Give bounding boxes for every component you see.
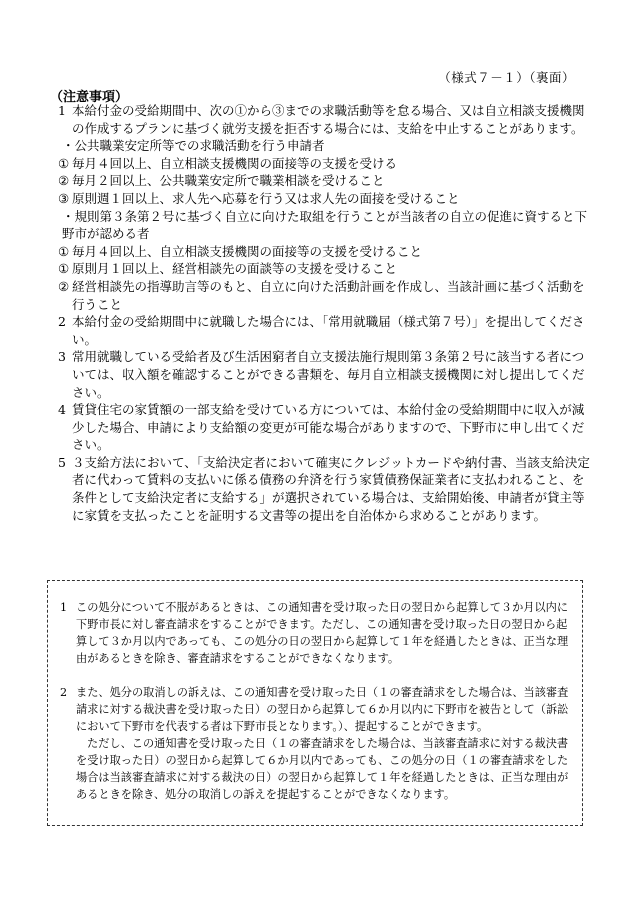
category-heading: ・公共職業安定所等での求職活動を行う申請者 <box>62 138 325 154</box>
note-text: 本給付金の受給期間中に就職した場合には、「常用就職届（様式第７号）」を提出してください。 <box>72 314 585 347</box>
condition-mark: ① <box>58 155 70 171</box>
condition-item <box>52 190 590 208</box>
condition-item <box>52 278 590 313</box>
condition-text: 毎月４回以上、自立相談支援機関の面接等の支援を受けること <box>72 243 423 259</box>
appeal-paragraph-2 <box>60 684 572 803</box>
condition-text: 毎月４回以上、自立相談支援機関の面接等の支援を受ける <box>72 155 398 171</box>
paragraph-number: 2 <box>60 686 68 699</box>
paragraph-number: 1 <box>60 601 68 614</box>
appeal-paragraph-1 <box>60 599 572 667</box>
note-item-5 <box>52 454 590 524</box>
condition-mark: ② <box>58 173 70 189</box>
condition-text: 原則週１回以上、求人先へ応募を行う又は求人先の面接を受けること <box>72 190 460 206</box>
condition-item <box>52 172 590 190</box>
condition-mark: ① <box>58 261 70 277</box>
condition-text: 原則月１回以上、経営相談先の面談等の支援を受けること <box>72 261 398 277</box>
note-item-3 <box>52 348 590 401</box>
condition-item <box>52 243 590 261</box>
note-text: 本給付金の受給期間中、次の①から③までの求職活動等を怠る場合、又は自立相談支援機関の作成するプランに基づく就労支援を拒否する場合には、支給を中止することがあります。 <box>72 103 585 136</box>
paragraph-text: また、処分の取消しの訴えは、この通知書を受け取った日（１の審査請求をした場合は、当該審査請求に対する裁決書を受け取った日）の翌日から起算して６か月以内に下野市を被告として（訴訟において下野市を代表する者は下野市長となります。）、提起することができます。 <box>76 686 569 733</box>
condition-item <box>52 155 590 173</box>
appeal-notice-box <box>47 580 583 826</box>
condition-item <box>52 260 590 278</box>
condition-mark: ③ <box>58 190 70 206</box>
note-text: 常用就職している受給者及び生活困窮者自立支援法施行規則第３条第２号に該当する者については、収入額を確認することができる書類を、毎月自立相談支援機関に対し提出してください。 <box>72 349 585 400</box>
paragraph-text: この処分について不服があるときは、この通知書を受け取った日の翌日から起算して３か月以内に下野市長に対し審査請求をすることができます。ただし、この通知書を受け取った日の翌日から起算して３か月以内であっても、この処分の日の翌日から起算して１年を経過したときは、正当な理由があるときを除き、審査請求をすることができなくなります。 <box>76 601 569 665</box>
form-number: （様式７－１）（裏面） <box>438 70 575 85</box>
note-number: 3 <box>58 349 66 365</box>
note-number: 4 <box>58 402 66 418</box>
notes-heading: （注意事項） <box>50 90 129 105</box>
note-number: 2 <box>58 314 66 330</box>
note-item-4 <box>52 401 590 454</box>
note-item-1 <box>52 102 590 137</box>
condition-mark: ① <box>58 243 70 259</box>
category-heading: ・規則第３条第２号に基づく自立に向けた取組を行うことが当該者の自立の促進に資すると下野市が認める者 <box>62 208 588 242</box>
condition-text: 経営相談先の指導助言等のもと、自立に向けた活動計画を作成し、当該計画に基づく活動を行うこと <box>72 278 585 312</box>
paragraph-text-continued: ただし、この通知書を受け取った日（１の審査請求をした場合は、当該審査請求に対する裁決書を受け取った日）の翌日から起算して６か月以内であっても、この処分の日（１の審査請求をした場合は当該審査請求に対する裁決の日）の翌日から起算して１年を経過したときは、正当な理由があるときを除き、処分の取消しの訴えを提起することができなくなります。 <box>76 737 569 801</box>
notes-list <box>52 102 590 524</box>
condition-mark: ② <box>58 278 70 294</box>
note-number: 5 <box>58 454 66 470</box>
condition-text: 毎月２回以上、公共職業安定所で職業相談を受けること <box>72 173 385 189</box>
note-item-2 <box>52 313 590 348</box>
note-number: 1 <box>58 103 66 118</box>
note-text: ３支給方法において、「支給決定者において確実にクレジットカードや納付書、当該支給決定者に代わって賃料の支払いに係る債務の弁済を行う家賃債務保証業者に支払われること、を条件として支給決定者に支給する」が選択されている場合は、支給開始後、申請者が貸主等に家賃を支払ったことを証明する文書等の提出を自治体から求めることがあります。 <box>72 454 590 523</box>
note-text: 賃貸住宅の家賃額の一部支給を受けている方については、本給付金の受給期間中に収入が減少した場合、申請により支給額の変更が可能な場合がありますので、下野市に申し出てください。 <box>72 402 585 453</box>
